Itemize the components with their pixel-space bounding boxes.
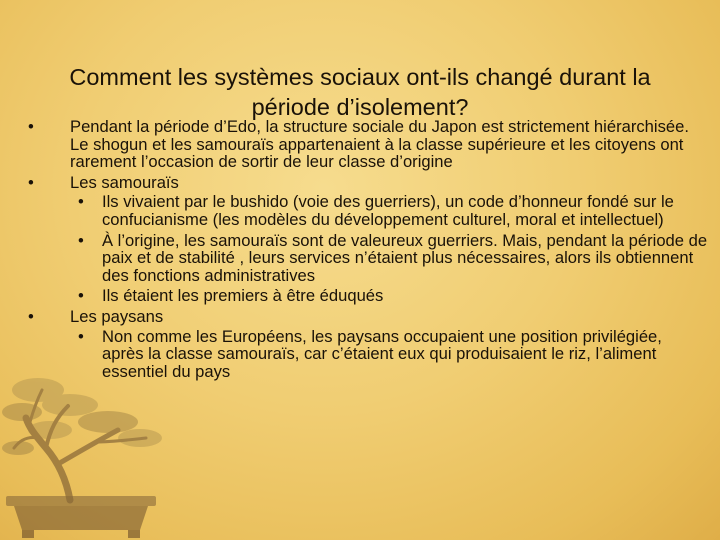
sub-list-item-text: Ils vivaient par le bushido (voie des guerriers), un code d’honneur fondé sur le confucianisme (les modèles du développement culturel, moral et intellectuel): [102, 192, 674, 229]
bonsai-tree-illustration: [0, 360, 175, 540]
sub-list-item: [70, 287, 708, 305]
bullet-icon: •: [78, 286, 84, 306]
list-item-text: Les samouraïs: [70, 172, 179, 192]
bullet-icon: •: [78, 230, 84, 250]
list-item: [28, 118, 708, 171]
sub-list-item-text: Non comme les Européens, les paysans occupaient une position privilégiée, après la classe samouraïs, car c’étaient eux qui produisaient le riz, l’aliment essentiel du pays: [102, 326, 662, 381]
sub-list-item: [70, 193, 708, 228]
bullet-icon: •: [28, 172, 34, 192]
list-item-text: Pendant la période d’Edo, la structure sociale du Japon est strictement hiérarchisée. Le shogun et les samouraïs appartenaient à la classe supérieure et les citoyens ont rarement l’occasion de sortir de leur classe d’origine: [70, 117, 689, 172]
bullet-list: [28, 118, 708, 383]
bullet-icon: •: [28, 306, 34, 326]
bullet-icon: •: [78, 192, 84, 212]
sub-list-item: [70, 232, 708, 285]
list-item: [28, 174, 708, 305]
sub-bullet-list: [70, 193, 708, 305]
list-item-text: Les paysans: [70, 306, 164, 326]
slide-title: Comment les systèmes sociaux ont-ils changé durant la période d’isolement?: [69, 63, 651, 120]
bullet-icon: •: [78, 326, 84, 346]
sub-list-item-text: Ils étaient les premiers à être éduqués: [102, 286, 384, 306]
sub-list-item-text: À l’origine, les samouraïs sont de valeureux guerriers. Mais, pendant la période de paix et de stabilité , leurs services n’étaient plus nécessaires, alors ils obtiennent des fonctions administratives: [102, 230, 708, 285]
bullet-icon: •: [28, 117, 34, 136]
